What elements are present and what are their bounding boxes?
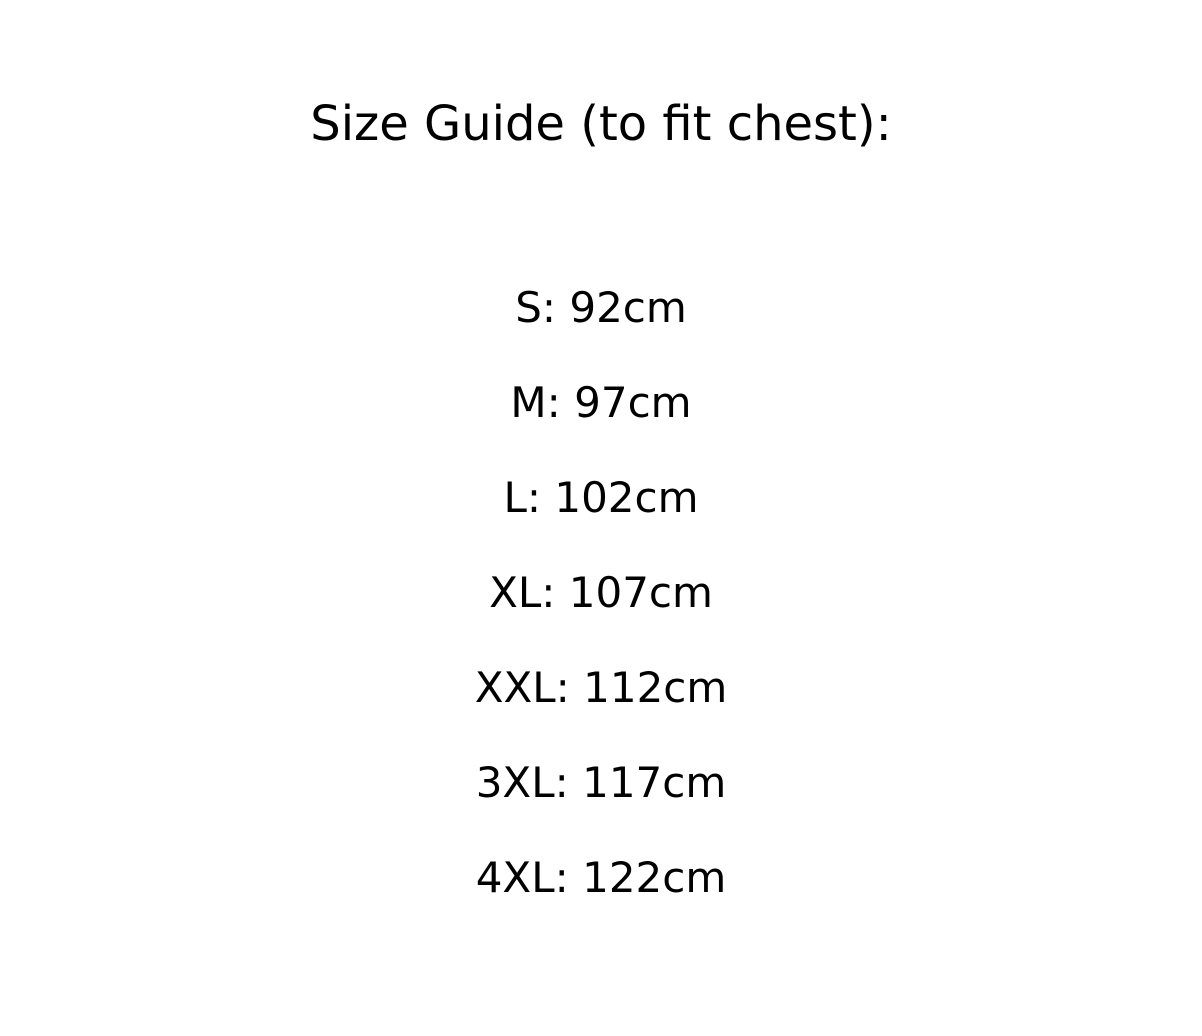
list-item: XXL: 112cm xyxy=(474,662,728,712)
list-item: 4XL: 122cm xyxy=(475,852,727,902)
list-item: XL: 107cm xyxy=(489,567,713,617)
list-item: S: 92cm xyxy=(515,282,687,332)
list-item: M: 97cm xyxy=(510,377,692,427)
page-title: Size Guide (to fit chest): xyxy=(310,96,892,152)
list-item: L: 102cm xyxy=(503,472,699,522)
list-item: 3XL: 117cm xyxy=(475,757,727,807)
size-guide-list xyxy=(475,260,728,925)
